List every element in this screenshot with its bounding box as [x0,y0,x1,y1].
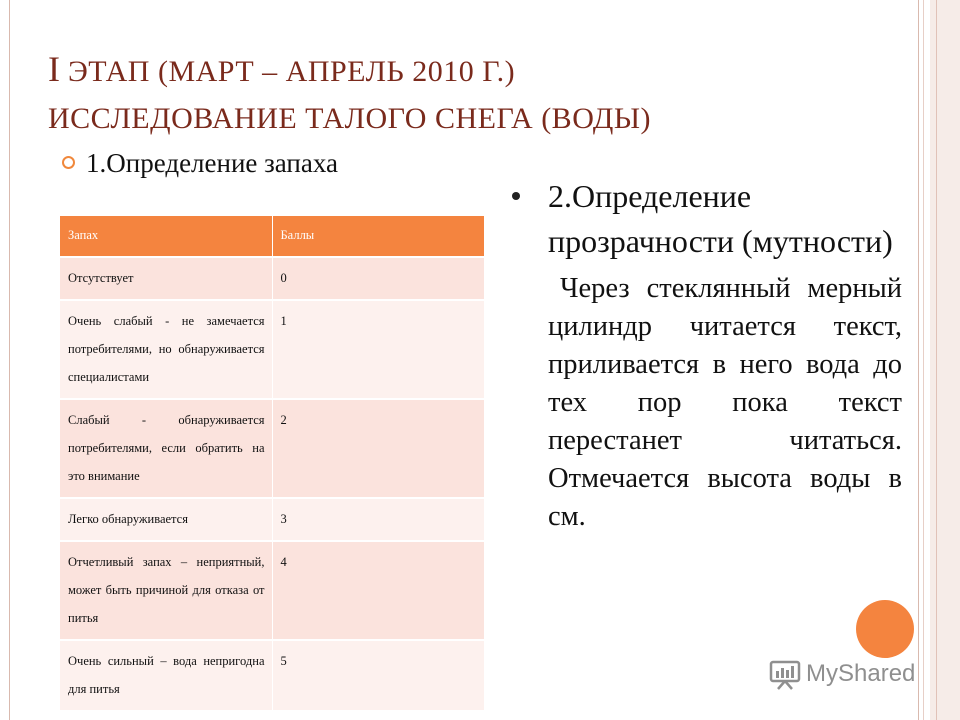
left-heading: 1.Определение запаха [86,148,338,178]
right-heading: 2.Определение прозрачности (мутности) [548,178,893,259]
table-header-row [60,216,484,257]
table-row [60,541,484,640]
left-heading-block [62,146,362,181]
table-row [60,640,484,711]
title-stage-initial: I [48,49,60,89]
column-header-odor: Запах [60,216,272,257]
bullet-dot-icon [512,192,520,200]
odor-description: Очень слабый - не замечается потребителями, но обнаруживается специалистами [60,300,272,399]
table-row [60,399,484,498]
odor-score: 0 [272,257,484,300]
odor-score: 3 [272,498,484,541]
myshared-watermark [768,656,915,692]
watermark-text: MyShared [806,660,916,687]
odor-description: Очень сильный – вода непригодна для питья [60,640,272,711]
right-content-block [512,174,902,536]
odor-score: 5 [272,640,484,711]
slide-edge-line-inner [936,0,937,720]
odor-score: 2 [272,399,484,498]
decorative-orange-circle [856,600,914,658]
title-subtitle: ИССЛЕДОВАНИЕ ТАЛОГО СНЕГА (ВОДЫ) [48,102,651,135]
odor-score: 1 [272,300,484,399]
column-header-score: Баллы [272,216,484,257]
slide-edge-line [923,0,924,720]
odor-description: Отчетливый запах – неприятный, может быть причиной для отказа от питья [60,541,272,640]
presentation-board-icon [768,658,802,690]
odor-score: 4 [272,541,484,640]
title-line-1 [48,48,888,98]
right-body-text: Через стеклянный мерный цилиндр читается текст, приливается в него вода до тех пор пока текст перестанет читаться. Отмечается высота воды в см. [548,273,902,532]
slide-edge-band [930,0,960,720]
odor-description: Отсутствует [60,257,272,300]
slide-title [48,48,888,140]
title-stage-rest: ЭТАП (МАРТ – АПРЕЛЬ 2010 Г.) [60,55,516,88]
odor-description: Слабый - обнаруживается потребителями, если обратить на это внимание [60,399,272,498]
table-row [60,300,484,399]
odor-score-table [60,216,484,712]
circle-bullet-icon [62,156,75,169]
table-row [60,498,484,541]
odor-description: Легко обнаруживается [60,498,272,541]
table-row [60,257,484,300]
